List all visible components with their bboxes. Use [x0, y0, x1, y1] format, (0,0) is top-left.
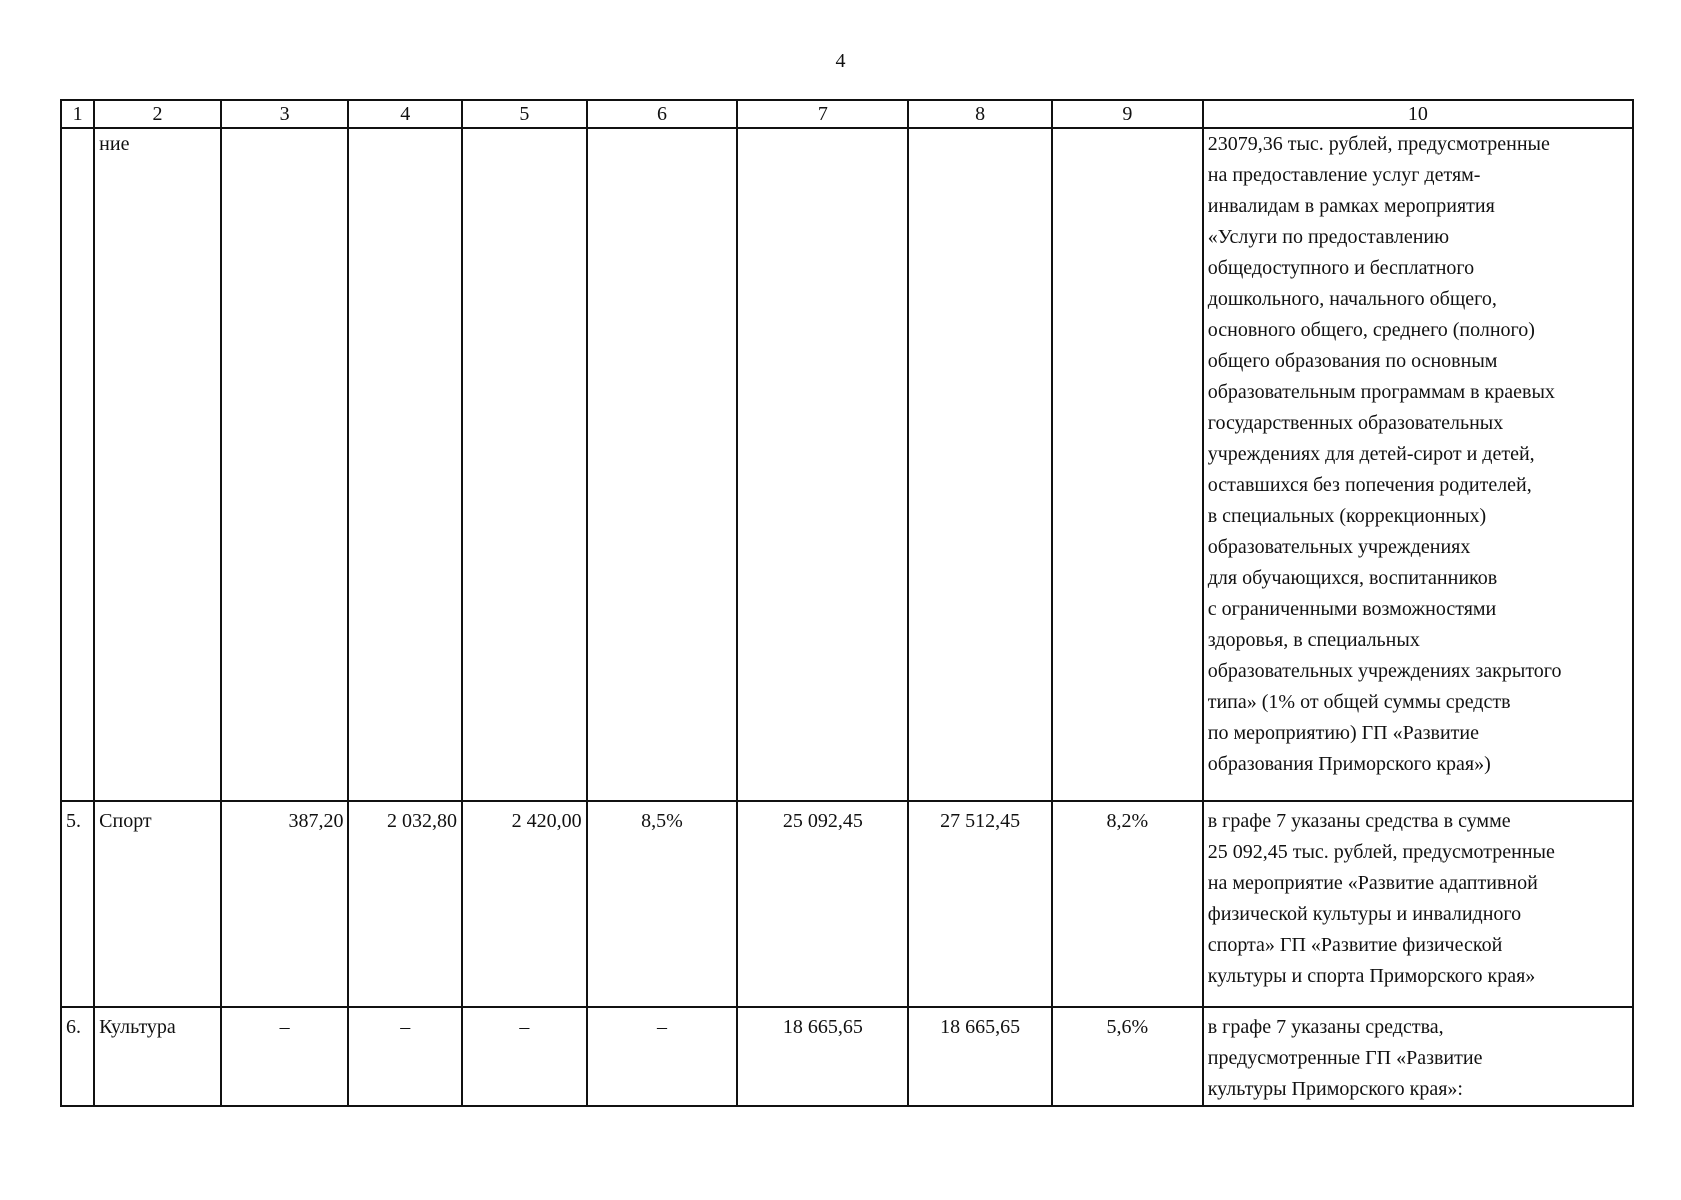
header-cell: 8	[908, 100, 1052, 128]
note-line: здоровья, в специальных	[1207, 629, 1420, 651]
table-header-row	[61, 100, 1633, 128]
cell-col6: 8,5%	[587, 801, 738, 1007]
note-line: по мероприятию) ГП «Развитие	[1207, 722, 1479, 744]
page-number: 4	[835, 50, 846, 72]
note-line: общего образования по основным	[1207, 350, 1498, 372]
header-cell: 10	[1203, 100, 1633, 128]
note-line: образовательных учреждениях закрытого	[1207, 660, 1562, 682]
note-line: физической культуры и инвалидного	[1207, 903, 1522, 925]
row-category: ние	[94, 128, 221, 801]
note-line: культуры Приморского края»:	[1207, 1078, 1463, 1100]
note-cell	[1203, 1007, 1633, 1106]
note-line: с ограниченными возможностями	[1207, 598, 1497, 620]
header-cell: 7	[737, 100, 908, 128]
cell-col9: 8,2%	[1052, 801, 1203, 1007]
cell-col3	[221, 128, 349, 801]
note-line: «Услуги по предоставлению	[1207, 226, 1450, 248]
note-line: в специальных (коррекционных)	[1207, 505, 1487, 527]
row-index	[61, 128, 94, 801]
row-category: Спорт	[94, 801, 221, 1007]
note-line: оставшихся без попечения родителей,	[1207, 474, 1532, 496]
note-cell	[1203, 801, 1633, 1007]
cell-col5: –	[462, 1007, 587, 1106]
note-line: на мероприятие «Развитие адаптивной	[1207, 872, 1538, 894]
note-line: 25 092,45 тыс. рублей, предусмотренные	[1207, 841, 1555, 863]
cell-col7: 18 665,65	[737, 1007, 908, 1106]
note-line: в графе 7 указаны средства,	[1207, 1016, 1444, 1038]
cell-col8: 18 665,65	[908, 1007, 1052, 1106]
table-row	[61, 1007, 1633, 1106]
note-line: 23079,36 тыс. рублей, предусмотренные	[1207, 133, 1550, 155]
cell-col3: 387,20	[221, 801, 349, 1007]
note-line: в графе 7 указаны средства в сумме	[1207, 810, 1511, 832]
cell-col7	[737, 128, 908, 801]
cell-col8	[908, 128, 1052, 801]
note-line: образования Приморского края»)	[1207, 753, 1491, 775]
note-line: типа» (1% от общей суммы средств	[1207, 691, 1511, 713]
note-line: культуры и спорта Приморского края»	[1207, 965, 1536, 987]
cell-col4	[348, 128, 462, 801]
note-line: общедоступного и бесплатного	[1207, 257, 1475, 279]
cell-col4: 2 032,80	[348, 801, 462, 1007]
header-cell: 6	[587, 100, 738, 128]
note-line: предусмотренные ГП «Развитие	[1207, 1047, 1483, 1069]
note-line: учреждениях для детей-сирот и детей,	[1207, 443, 1535, 465]
cell-col5	[462, 128, 587, 801]
note-line: образовательным программам в краевых	[1207, 381, 1555, 403]
cell-col9	[1052, 128, 1203, 801]
row-index: 6.	[61, 1007, 94, 1106]
table-row	[61, 801, 1633, 1007]
note-line: спорта» ГП «Развитие физической	[1207, 934, 1503, 956]
note-line: основного общего, среднего (полного)	[1207, 319, 1535, 341]
header-cell: 2	[94, 100, 221, 128]
cell-col6	[587, 128, 738, 801]
cell-col3: –	[221, 1007, 349, 1106]
cell-col6: –	[587, 1007, 738, 1106]
table-row	[61, 128, 1633, 801]
note-line: на предоставление услуг детям-	[1207, 164, 1481, 186]
note-line: инвалидам в рамках мероприятия	[1207, 195, 1495, 217]
header-cell: 4	[348, 100, 462, 128]
header-cell: 5	[462, 100, 587, 128]
note-cell	[1203, 128, 1633, 801]
row-category: Культура	[94, 1007, 221, 1106]
note-line: для обучающихся, воспитанников	[1207, 567, 1498, 589]
cell-col4: –	[348, 1007, 462, 1106]
header-cell: 3	[221, 100, 349, 128]
note-line: дошкольного, начального общего,	[1207, 288, 1497, 310]
cell-col9: 5,6%	[1052, 1007, 1203, 1106]
row-index: 5.	[61, 801, 94, 1007]
note-line: государственных образовательных	[1207, 412, 1504, 434]
cell-col8: 27 512,45	[908, 801, 1052, 1007]
budget-table	[60, 99, 1634, 1107]
cell-col7: 25 092,45	[737, 801, 908, 1007]
cell-col5: 2 420,00	[462, 801, 587, 1007]
note-line: образовательных учреждениях	[1207, 536, 1471, 558]
header-cell: 1	[61, 100, 94, 128]
header-cell: 9	[1052, 100, 1203, 128]
